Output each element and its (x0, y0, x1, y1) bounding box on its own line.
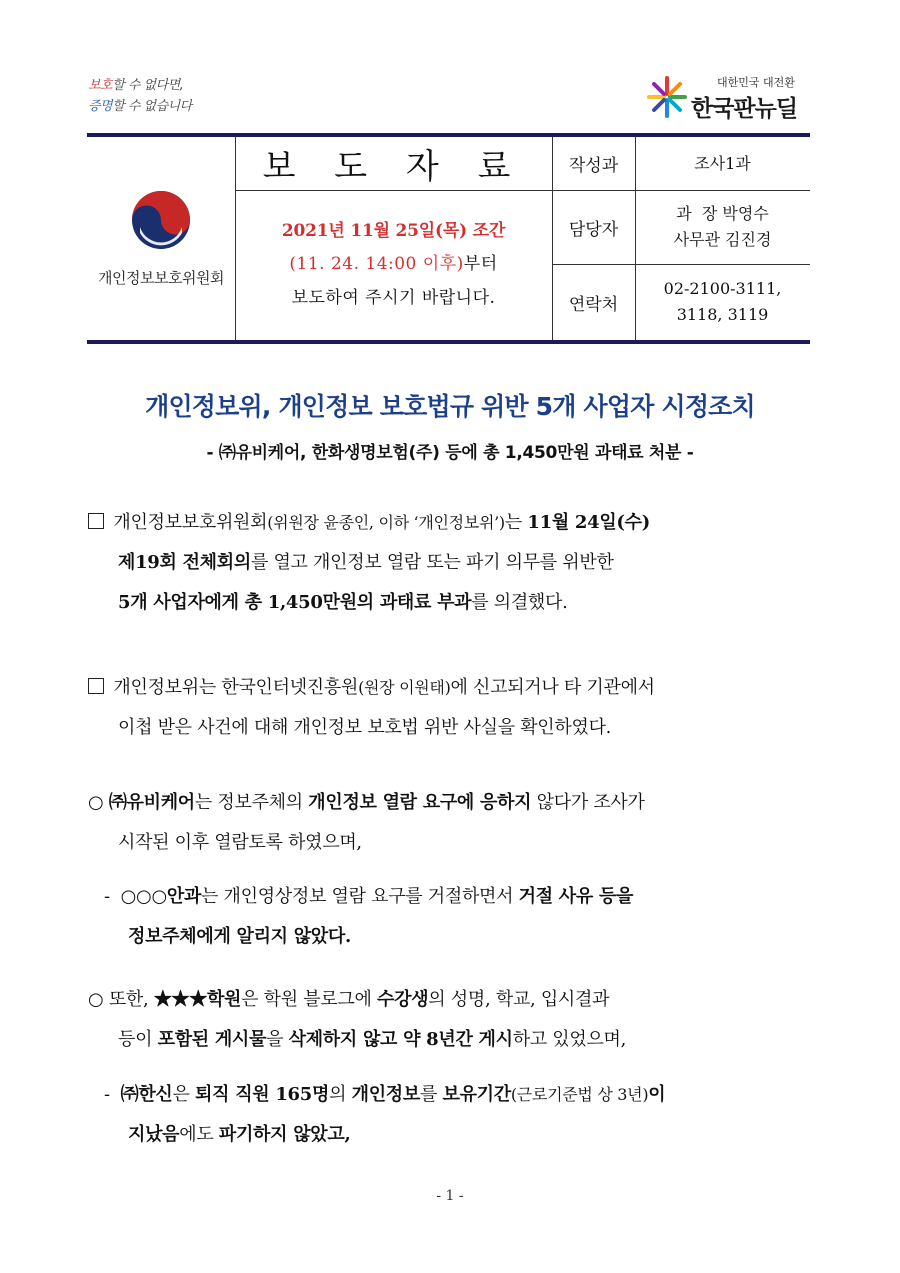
text-span: ○○○ (120, 886, 167, 907)
slogan-text-2: 할 수 없습니다 (112, 99, 192, 114)
text-span: 포함된 게시물 (157, 1029, 267, 1050)
p5-line-2 (88, 1020, 818, 1060)
slogan-logo (88, 74, 238, 114)
text-span: (위원장 윤종인, 이하 ‘개인정보위’) (267, 513, 505, 532)
contact-person-label: 담당자 (568, 219, 619, 240)
release-info-cell (235, 190, 552, 340)
paragraph-1 (88, 503, 818, 623)
text-span: 퇴직 직원 165명 (195, 1084, 330, 1105)
text-span: 수강생 (377, 989, 429, 1010)
contact-person-2: 사무관 김진경 (673, 230, 772, 249)
p1-line-2 (88, 543, 818, 583)
checkbox-bullet-icon (88, 678, 104, 694)
circle-bullet-icon: ○ (88, 989, 104, 1010)
text-span: 은 학원 블로그에 (241, 989, 378, 1010)
text-span: 하고 있었으며, (512, 1029, 627, 1050)
text-span: 않다가 조사가 (531, 792, 645, 813)
text-span: 개인정보위는 한국인터넷진흥원 (113, 677, 359, 698)
p3-line-2: 시작된 이후 열람토록 하였으며, (118, 832, 362, 853)
p6-line-2 (104, 1115, 818, 1155)
text-span: 를 (419, 1084, 443, 1105)
slogan-highlight-1: 보호 (88, 78, 113, 93)
slogan-text-1: 할 수 없다면, (112, 78, 184, 93)
text-span: 는 (504, 512, 528, 533)
paragraph-3 (88, 783, 818, 863)
text-span: 의 성명, 학교, 입시결과 (428, 989, 610, 1010)
text-span: (원장 이원태) (358, 678, 451, 697)
text-span: 11월 24일(수) (527, 512, 650, 533)
text-span: ㈜한신 (120, 1084, 173, 1105)
embargo-text: 부터 (463, 253, 498, 274)
p2-line-2: 이첩 받은 사건에 대해 개인정보 보호법 위반 사실을 확인하였다. (118, 717, 612, 738)
contact-person-value (635, 190, 810, 264)
embargo-time: (11. 24. 14:00 이후) (289, 253, 464, 274)
phone-label: 연락처 (568, 294, 619, 315)
paragraph-5 (88, 980, 818, 1060)
text-span: 등이 (118, 1029, 158, 1050)
text-span: 개인정보 열람 요구에 응하지 (308, 792, 532, 813)
p1-line-1 (88, 503, 818, 543)
text-span: 거절 사유 등을 (518, 886, 634, 907)
agency-name: 개인정보보호위원회 (98, 269, 224, 287)
text-span: 를 의결했다. (471, 592, 568, 613)
text-span: 은 (172, 1084, 196, 1105)
agency-cell (87, 137, 235, 340)
text-span: 보유기간 (442, 1084, 511, 1105)
embargo-line-2: 보도하여 주시기 바랍니다. (291, 287, 496, 308)
text-span: 는 정보주체의 (194, 792, 309, 813)
new-deal-star-icon (645, 74, 689, 120)
slogan-line-2 (88, 95, 238, 114)
circle-bullet-icon: ○ (88, 792, 104, 813)
text-span: 제19회 전체회의 (118, 552, 251, 573)
p5-line-1 (88, 980, 818, 1020)
korea-new-deal-logo (645, 72, 815, 122)
p4-line-1 (104, 877, 818, 917)
checkbox-bullet-icon (88, 513, 104, 529)
new-deal-subtitle: 대한민국 대전환 (717, 76, 795, 89)
contact-person-1: 과 장 박영수 (676, 204, 769, 223)
p2-line-1 (88, 668, 818, 708)
text-span: 5개 사업자에게 총 1,450만원의 과태료 부과 (118, 592, 472, 613)
text-span: 개인정보보호위원회 (113, 512, 268, 533)
release-date: 2021년 11월 25일(목) 조간 (281, 220, 506, 241)
slogan-highlight-2: 증명 (88, 99, 113, 114)
paragraph-6 (104, 1075, 818, 1155)
text-span: ★★★학원 (153, 989, 242, 1010)
text-span: (근로기준법 상 3년) (510, 1085, 649, 1104)
slogan-line-1 (88, 74, 238, 93)
text-span: 지났음 (128, 1124, 180, 1145)
text-span: 에도 (179, 1124, 219, 1145)
text-span: 개인정보 (351, 1084, 420, 1105)
embargo-notice (289, 247, 497, 315)
text-span: 삭제하지 않고 약 8년간 게시 (288, 1029, 513, 1050)
text-span: 에 신고되거나 타 기관에서 (450, 677, 655, 698)
phone-line-2: 3118, 3119 (676, 305, 769, 324)
page-number: - 1 - (436, 1188, 464, 1204)
dept-label: 작성과 (568, 156, 619, 176)
text-span: 는 개인영상정보 열람 요구를 거절하면서 (201, 886, 519, 907)
phone-line-1: 02-2100-3111, (663, 279, 782, 298)
press-header-table (87, 133, 810, 344)
paragraph-2 (88, 668, 818, 748)
p4-line-2: 정보주체에게 알리지 않았다. (128, 926, 351, 947)
dash-bullet: - (104, 886, 110, 907)
headline: 개인정보위, 개인정보 보호법규 위반 5개 사업자 시정조치 (145, 392, 755, 421)
text-span: 안과 (166, 886, 202, 907)
subheadline: - ㈜유비케어, 한화생명보험(주) 등에 총 1,450만원 과태료 처분 - (206, 443, 694, 463)
text-span: 를 열고 개인정보 열람 또는 파기 의무를 위반한 (250, 552, 614, 573)
dept-value: 조사1과 (694, 153, 751, 173)
new-deal-title: 한국판뉴딜 (691, 96, 798, 122)
text-span: 또한, (108, 989, 154, 1010)
text-span: 을 (266, 1029, 289, 1050)
text-span: 파기하지 않았고, (218, 1124, 351, 1145)
paragraph-4 (104, 877, 818, 957)
press-release-title: 보 도 자 료 (262, 147, 525, 187)
p6-line-1 (104, 1075, 818, 1115)
dash-bullet: - (104, 1084, 110, 1105)
text-span: 이 (648, 1084, 666, 1105)
p1-line-3 (88, 583, 818, 623)
p3-line-1 (88, 783, 818, 823)
phone-value (635, 264, 810, 340)
text-span: 의 (329, 1084, 352, 1105)
embargo-line-1 (289, 247, 497, 281)
government-emblem-icon (130, 189, 192, 251)
text-span: ㈜유비케어 (108, 792, 195, 813)
